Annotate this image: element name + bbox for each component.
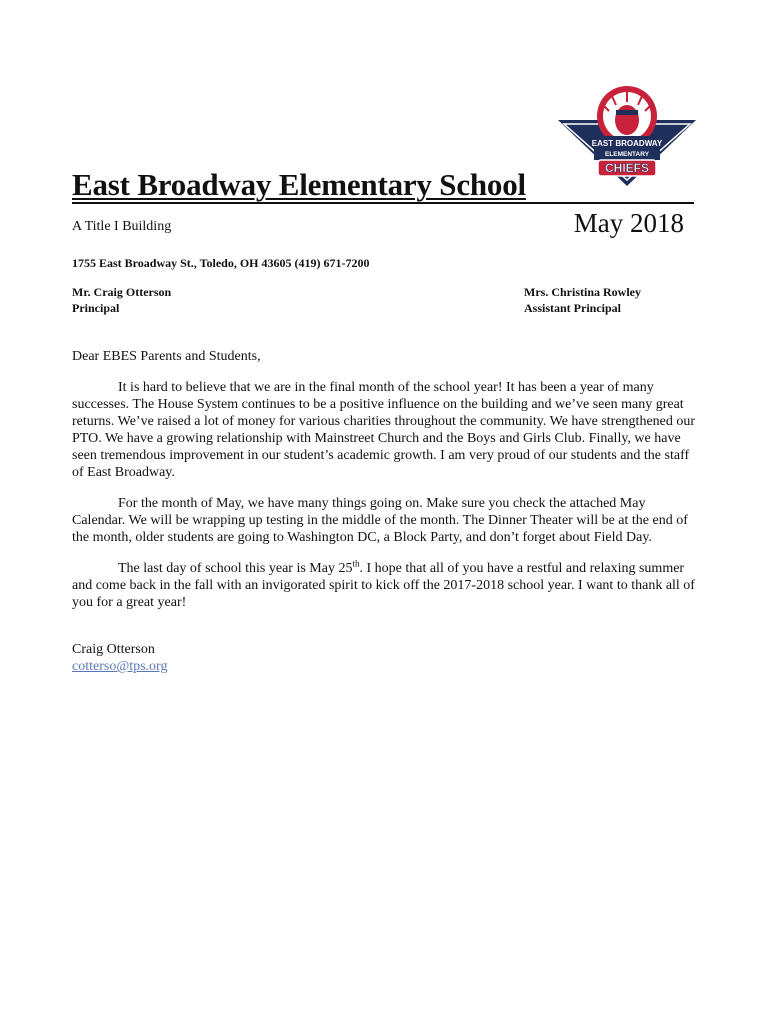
header-divider xyxy=(72,202,694,204)
principal-block xyxy=(72,285,171,316)
paragraph-3-superscript: th xyxy=(352,558,360,569)
salutation: Dear EBES Parents and Students, xyxy=(72,349,261,364)
paragraph-3-end: . I hope that all of you have a restful and relaxing summer and come back in the fall with an invigorated spirit to kick off the 2017-2018 school year. I want to thank all of you for a great year! xyxy=(72,561,695,610)
principal-title: Principal xyxy=(72,300,120,315)
school-name-title: East Broadway Elementary School xyxy=(72,167,526,202)
paragraph-3 xyxy=(72,560,700,611)
signature-name: Craig Otterson xyxy=(72,642,155,657)
logo-text-line3: CHIEFS xyxy=(604,161,650,175)
signature-block xyxy=(72,641,700,675)
assistant-principal-title: Assistant Principal xyxy=(524,300,622,315)
principal-name: Mr. Craig Otterson xyxy=(72,285,172,299)
assistant-principal-block xyxy=(524,285,641,316)
logo-text-line1: EAST BROADWAY xyxy=(591,139,663,148)
chiefs-mascot-logo-icon xyxy=(556,82,698,188)
logo-text-line2: ELEMENTARY xyxy=(604,151,650,158)
school-address: 1755 East Broadway St., Toledo, OH 43605 (419) 671-7200 xyxy=(72,256,370,270)
assistant-principal-name: Mrs. Christina Rowley xyxy=(524,285,641,299)
paragraph-2: For the month of May, we have many things going on. Make sure you check the attached May Calendar. We will be wrapping up testing in the middle of the month. The Dinner Theater will be at the end of the month, older students are going to Washington DC, a Block Party, and don’t forget about Field Day. xyxy=(72,496,688,545)
paragraph-3-start: The last day of school this year is May 25 xyxy=(118,561,353,576)
paragraph-1: It is hard to believe that we are in the final month of the school year! It has been a year of many successes. The House System continues to be a positive influence on the building and we’ve seen many great returns. We’ve raised a lot of money for various charities throughout the community. We have strengthened our PTO. We have a growing relationship with Mainstreet Church and the Boys and Girls Club. Finally, we have seen tremendous improvement in our student’s academic growth. I am very proud of our students and the staff of East Broadway. xyxy=(72,380,696,480)
newsletter-date: May 2018 xyxy=(573,208,684,238)
title-i-subtitle: A Title I Building xyxy=(72,219,172,234)
letter-body xyxy=(72,348,700,675)
signature-email-link[interactable]: cotterso@tps.org xyxy=(72,659,168,674)
